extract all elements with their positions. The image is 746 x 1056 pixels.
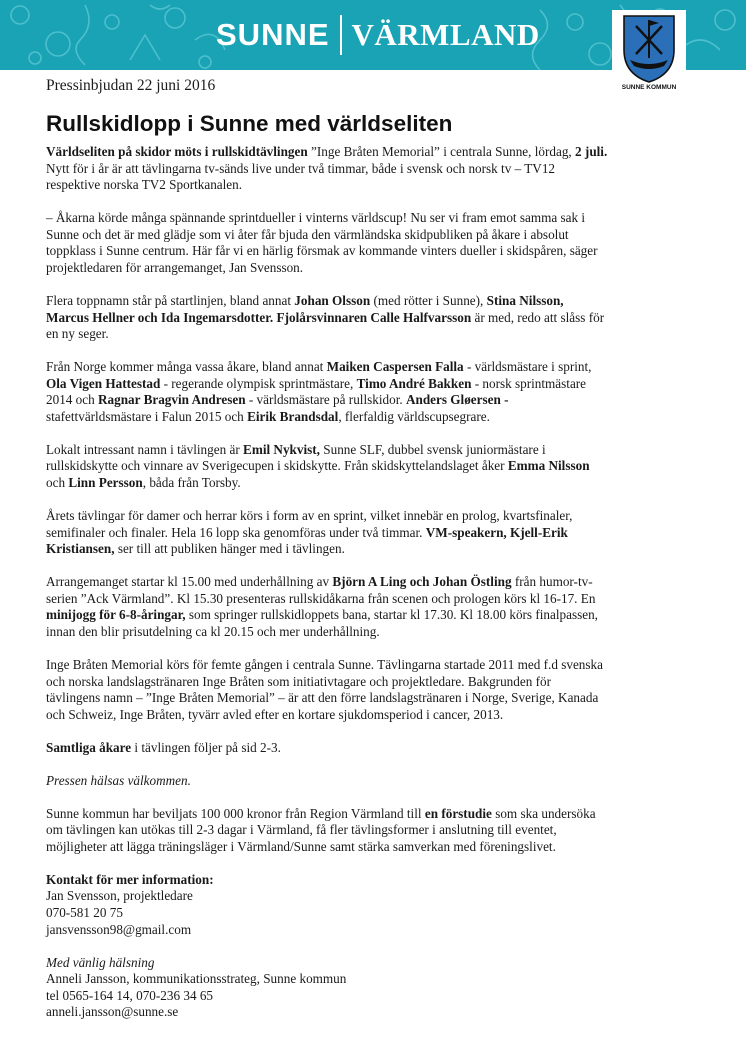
paragraph bbox=[46, 293, 608, 343]
text-run: (med rötter i Sunne), bbox=[370, 292, 487, 308]
bold-text: Stina Nilsson, Marcus Hellner och Ida Ingemarsdotter. Fjolårsvinnaren Calle Halfvarsson bbox=[46, 292, 564, 325]
text-run: Från Norge kommer många vassa åkare, bland annat bbox=[46, 359, 327, 375]
bold-text: Ola Vigen Hattestad bbox=[46, 375, 161, 391]
brand-divider bbox=[340, 15, 342, 55]
bold-text: Björn A Ling och Johan Östling bbox=[332, 574, 512, 590]
text-run: - världsmästare på rullskidor. bbox=[245, 392, 406, 408]
text-run: , flerfaldig världscupsegrare. bbox=[338, 408, 490, 424]
text-run: i tävlingen följer på sid 2-3. bbox=[131, 739, 281, 755]
text-run: - norsk sprintmästare 2014 och bbox=[46, 375, 587, 408]
text-run: Inge Bråten Memorial körs för femte gången i centrala Sunne. Tävlingarna startade 2011 med f.d svenska och norska landslagstränaren Inge Bråten som initiativtagare och projektledare. Bakgrunden för tävlingens namn – ”Inge Bråten Memorial” – är att den förre landslagstränaren i Norge, Sverige, Kanada och Schweiz, Inge Bråten, tyvärr avled efter en kortare sjukdomsperiod i cancer, 2013. bbox=[46, 656, 603, 722]
signoff-email[interactable]: anneli.jansson@sunne.se bbox=[46, 1004, 179, 1020]
sunne-kommun-crest-icon bbox=[612, 10, 686, 84]
text-run: , båda från Torsby. bbox=[142, 475, 241, 491]
bold-text: minijogg för 6-8-åringar, bbox=[46, 607, 186, 623]
bold-text: Samtliga åkare bbox=[46, 739, 132, 755]
text-run: Arrangemanget startar kl 15.00 med underhållning av bbox=[46, 574, 333, 590]
text-run: ”Inge Bråten Memorial” i centrala Sunne, lördag, bbox=[307, 144, 576, 159]
paragraph bbox=[46, 359, 608, 425]
bold-text: en förstudie bbox=[424, 805, 492, 821]
text-run: och bbox=[46, 475, 69, 491]
paragraph bbox=[46, 657, 608, 723]
contact-phone: 070-581 20 75 bbox=[46, 905, 123, 921]
signoff-phone: tel 0565-164 14, 070-236 34 65 bbox=[46, 987, 214, 1003]
bold-text: Johan Olsson bbox=[294, 292, 371, 308]
bold-text: Timo André Bakken bbox=[356, 375, 472, 391]
paragraph bbox=[46, 442, 608, 492]
text-run: ser till att publiken hänger med i tävlingen. bbox=[114, 541, 345, 557]
paragraph bbox=[46, 574, 608, 640]
paragraph bbox=[46, 508, 608, 558]
text-run: - regerande olympisk sprintmästare, bbox=[160, 375, 357, 391]
crest-label: SUNNE KOMMUN bbox=[621, 84, 677, 91]
paragraph bbox=[46, 773, 608, 790]
paragraph bbox=[46, 806, 608, 856]
press-date: Pressinbjudan 22 juni 2016 bbox=[46, 77, 216, 94]
text-run: från humor-tv-serien ”Ack Värmland”. Kl 15.30 presenteras rullskidåkarna från scenen och prologen körs kl 16-17. En bbox=[46, 574, 596, 606]
bold-text: Ragnar Bragvin Andresen bbox=[98, 392, 246, 408]
paragraph bbox=[46, 210, 608, 276]
text-run: Nytt för i år är att tävlingarna tv-sänds live under två timmar, både i svensk och norsk tv – TV12 respektive norska TV2 Sportkanalen. bbox=[46, 160, 556, 193]
paragraph bbox=[46, 740, 608, 757]
brand-logo bbox=[216, 12, 540, 58]
signoff-name: Anneli Jansson, kommunikationsstrateg, Sunne kommun bbox=[46, 971, 347, 987]
contact-name: Jan Svensson, projektledare bbox=[46, 888, 193, 904]
bold-text: Anders Gløersen - bbox=[405, 392, 509, 408]
text-run: Sunne SLF, dubbel svensk juniormästare i rullskidskytte och vinnare av Sverigecupen i skidskytte. Från skidskyttelandslaget åker bbox=[46, 441, 546, 474]
bold-text: Emil Nykvist, bbox=[243, 441, 320, 457]
text-run: – Åkarna körde många spännande sprintdueller i vinterns världscup! Nu ser vi fram emot samma sak i Sunne och det är med glädje som vi åter får bjuda den värmländska skidpubliken på åkare i absolut toppklass i Sunne centrum. Här får vi en härlig försmak av kommande vinters dueller i skidspåren, säger projektledaren för arrangemanget, Jan Svensson. bbox=[46, 210, 598, 275]
bold-text: Emma Nilsson bbox=[507, 458, 590, 474]
contact-email[interactable]: jansvensson98@gmail.com bbox=[46, 921, 192, 937]
signoff-greeting: Med vänlig hälsning bbox=[46, 954, 155, 970]
brand-right: VÄRMLAND bbox=[351, 17, 540, 52]
bold-text: VM-speakern, Kjell-Erik Kristiansen, bbox=[46, 524, 568, 557]
text-run: Lokalt intressant namn i tävlingen är bbox=[46, 441, 244, 457]
crest-panel bbox=[612, 10, 686, 94]
text-run: Årets tävlingar för damer och herrar körs i form av en sprint, vilket innebär en prolog, kvartsfinaler, semifinaler och finaler. Hela 16 lopp ska genomföras under två timmar. bbox=[46, 508, 573, 540]
italic-text: Pressen hälsas välkommen. bbox=[46, 772, 191, 788]
text-run: Flera toppnamn står på startlinjen, bland annat bbox=[46, 292, 295, 308]
signoff-block bbox=[46, 955, 608, 1021]
text-run: som ska undersöka om tävlingen kan utökas till 2-3 dagar i Värmland, få fler tävlingsformer i anslutning till eventet, möjligheter att lägga träningsläger i Värmland/Sunne samt stärka samverkan med föreningslivet. bbox=[46, 805, 596, 854]
bold-text: 2 juli. bbox=[575, 144, 608, 159]
text-run: som springer rullskidloppets bana, startar kl 17.30. Kl 18.00 körs finalpassen, innan den blir prisutdelning ca kl 20.15 och mer underhållning. bbox=[46, 607, 598, 639]
text-run: är med, redo att slåss för en ny seger. bbox=[46, 309, 605, 342]
bold-text: Maiken Caspersen Falla bbox=[326, 359, 464, 375]
text-run: Sunne kommun har beviljats 100 000 kronor från Region Värmland till bbox=[46, 805, 425, 821]
headline: Rullskidlopp i Sunne med världseliten bbox=[46, 111, 453, 136]
paragraph bbox=[46, 144, 608, 194]
brand-left: SUNNE bbox=[216, 17, 330, 52]
bold-text: Världseliten på skidor möts i rullskidtävlingen bbox=[46, 144, 308, 159]
contact-block bbox=[46, 872, 608, 938]
bold-text: Eirik Brandsdal bbox=[247, 408, 339, 424]
contact-heading: Kontakt för mer information: bbox=[46, 871, 214, 887]
bold-text: Linn Persson bbox=[68, 475, 143, 491]
text-run: - världsmästare i sprint, bbox=[463, 359, 592, 375]
article-body bbox=[46, 144, 608, 1021]
text-run: stafettvärldsmästare i Falun 2015 och bbox=[46, 408, 248, 424]
